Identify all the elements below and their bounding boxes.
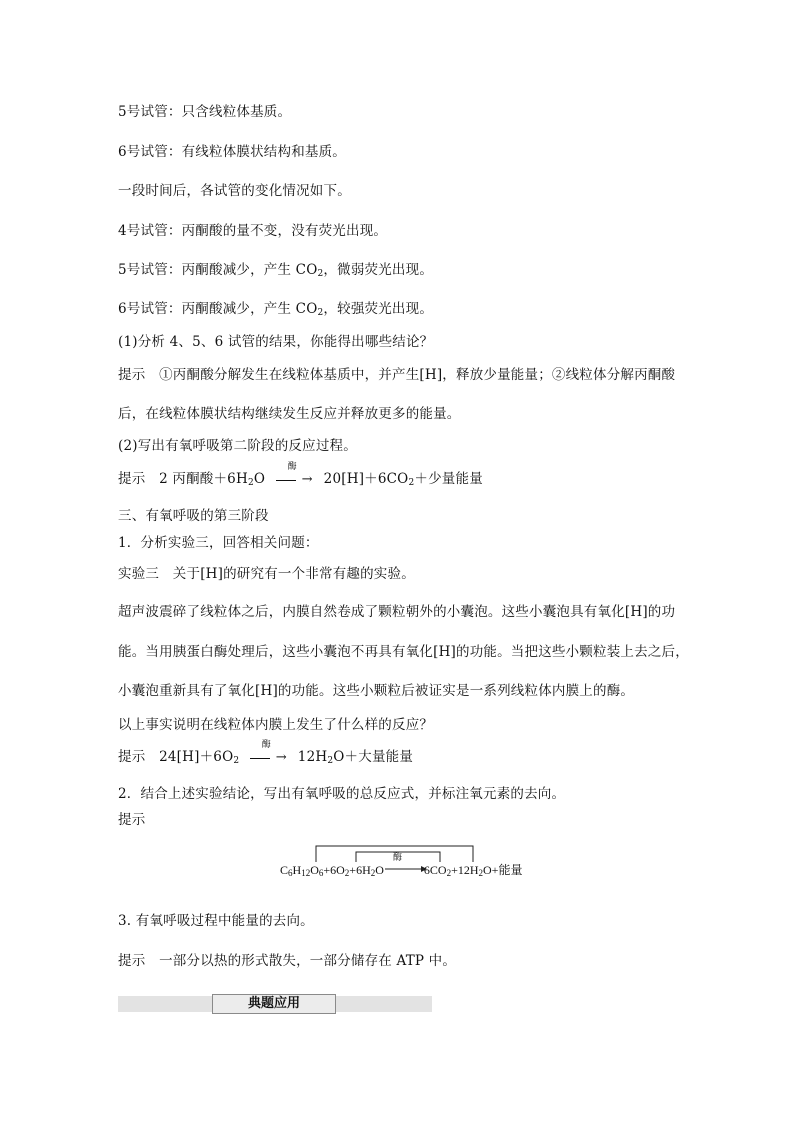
text-line: 5号试管：丙酮酸减少，产生 $CO_2$，微弱荧光出现。 <box>118 262 434 279</box>
experiment-title: 实验三 关于[H]的研究有一个非常有趣的实验。 <box>118 566 415 582</box>
text-line: 1．分析实验三，回答相关问题： <box>118 535 319 551</box>
enzyme-arrow: 酶 → <box>250 749 296 767</box>
text-line: 能。当用胰蛋白酶处理后，这些小囊泡不再具有氧化[H]的功能。当把这些小颗粒装上去之后， <box>118 644 689 660</box>
text-line: 2．结合上述实验结论，写出有氧呼吸的总反应式，并标注氧元素的去向。 <box>118 786 566 802</box>
enzyme-label: 酶 <box>393 853 403 863</box>
section-banner-title: 典题应用 <box>247 996 300 1011</box>
section-heading: 三、有氧呼吸的第三阶段 <box>118 508 269 524</box>
text-line: 超声波震碎了线粒体之后，内膜自然卷成了颗粒朝外的小囊泡。这些小囊泡具有氧化[H]的功 <box>118 604 676 620</box>
hint-answer: 提示 ①丙酮酸分解发生在线粒体基质中，并产生[H]，释放少量能量；②线粒体分解丙酮酸 <box>118 367 676 383</box>
question: (1)分析 4、5、6 试管的结果，你能得出哪些结论？ <box>118 334 434 350</box>
text-line: 一段时间后，各试管的变化情况如下。 <box>118 183 351 199</box>
text-line: 4号试管：丙酮酸的量不变，没有荧光出现。 <box>118 223 388 239</box>
question: 以上事实说明在线粒体内膜上发生了什么样的反应？ <box>118 717 434 733</box>
hint-answer: 提示 一部分以热的形式散失，一部分储存在 ATP 中。 <box>118 953 457 969</box>
text-line: 小囊泡重新具有了氧化[H]的功能。这些小颗粒后被证实是一系列线粒体内膜上的酶。 <box>118 683 635 699</box>
hint-answer: 后，在线粒体膜状结构继续发生反应并释放更多的能量。 <box>118 406 461 422</box>
question: (2)写出有氧呼吸第二阶段的反应过程。 <box>118 438 357 454</box>
text-line: 5号试管：只含线粒体基质。 <box>118 104 292 120</box>
text-line: 3. 有氧呼吸过程中能量的去向。 <box>118 913 314 929</box>
total-reaction-diagram <box>280 844 523 884</box>
enzyme-arrow: 酶 → <box>276 471 322 489</box>
text-line: 6号试管：丙酮酸减少，产生 $CO_2$，较强荧光出现。 <box>118 301 434 318</box>
equation-stage3: 提示 $24[H]+6O_2$ 酶 → $12H_2O+$大量能量 <box>118 739 414 766</box>
equation-stage2: 提示 2 丙酮酸$+6H_2O$ 酶 → $20[H]+6CO_2+$少量能量 <box>118 461 483 488</box>
text-line: 6号试管：有线粒体膜状结构和基质。 <box>118 144 346 160</box>
total-reaction-text: $C_6H_{12}O_6+6O_2+6H_2O$ $6CO_2+12H_2O+$能量 <box>280 863 523 878</box>
hint-label: 提示 <box>118 812 146 828</box>
